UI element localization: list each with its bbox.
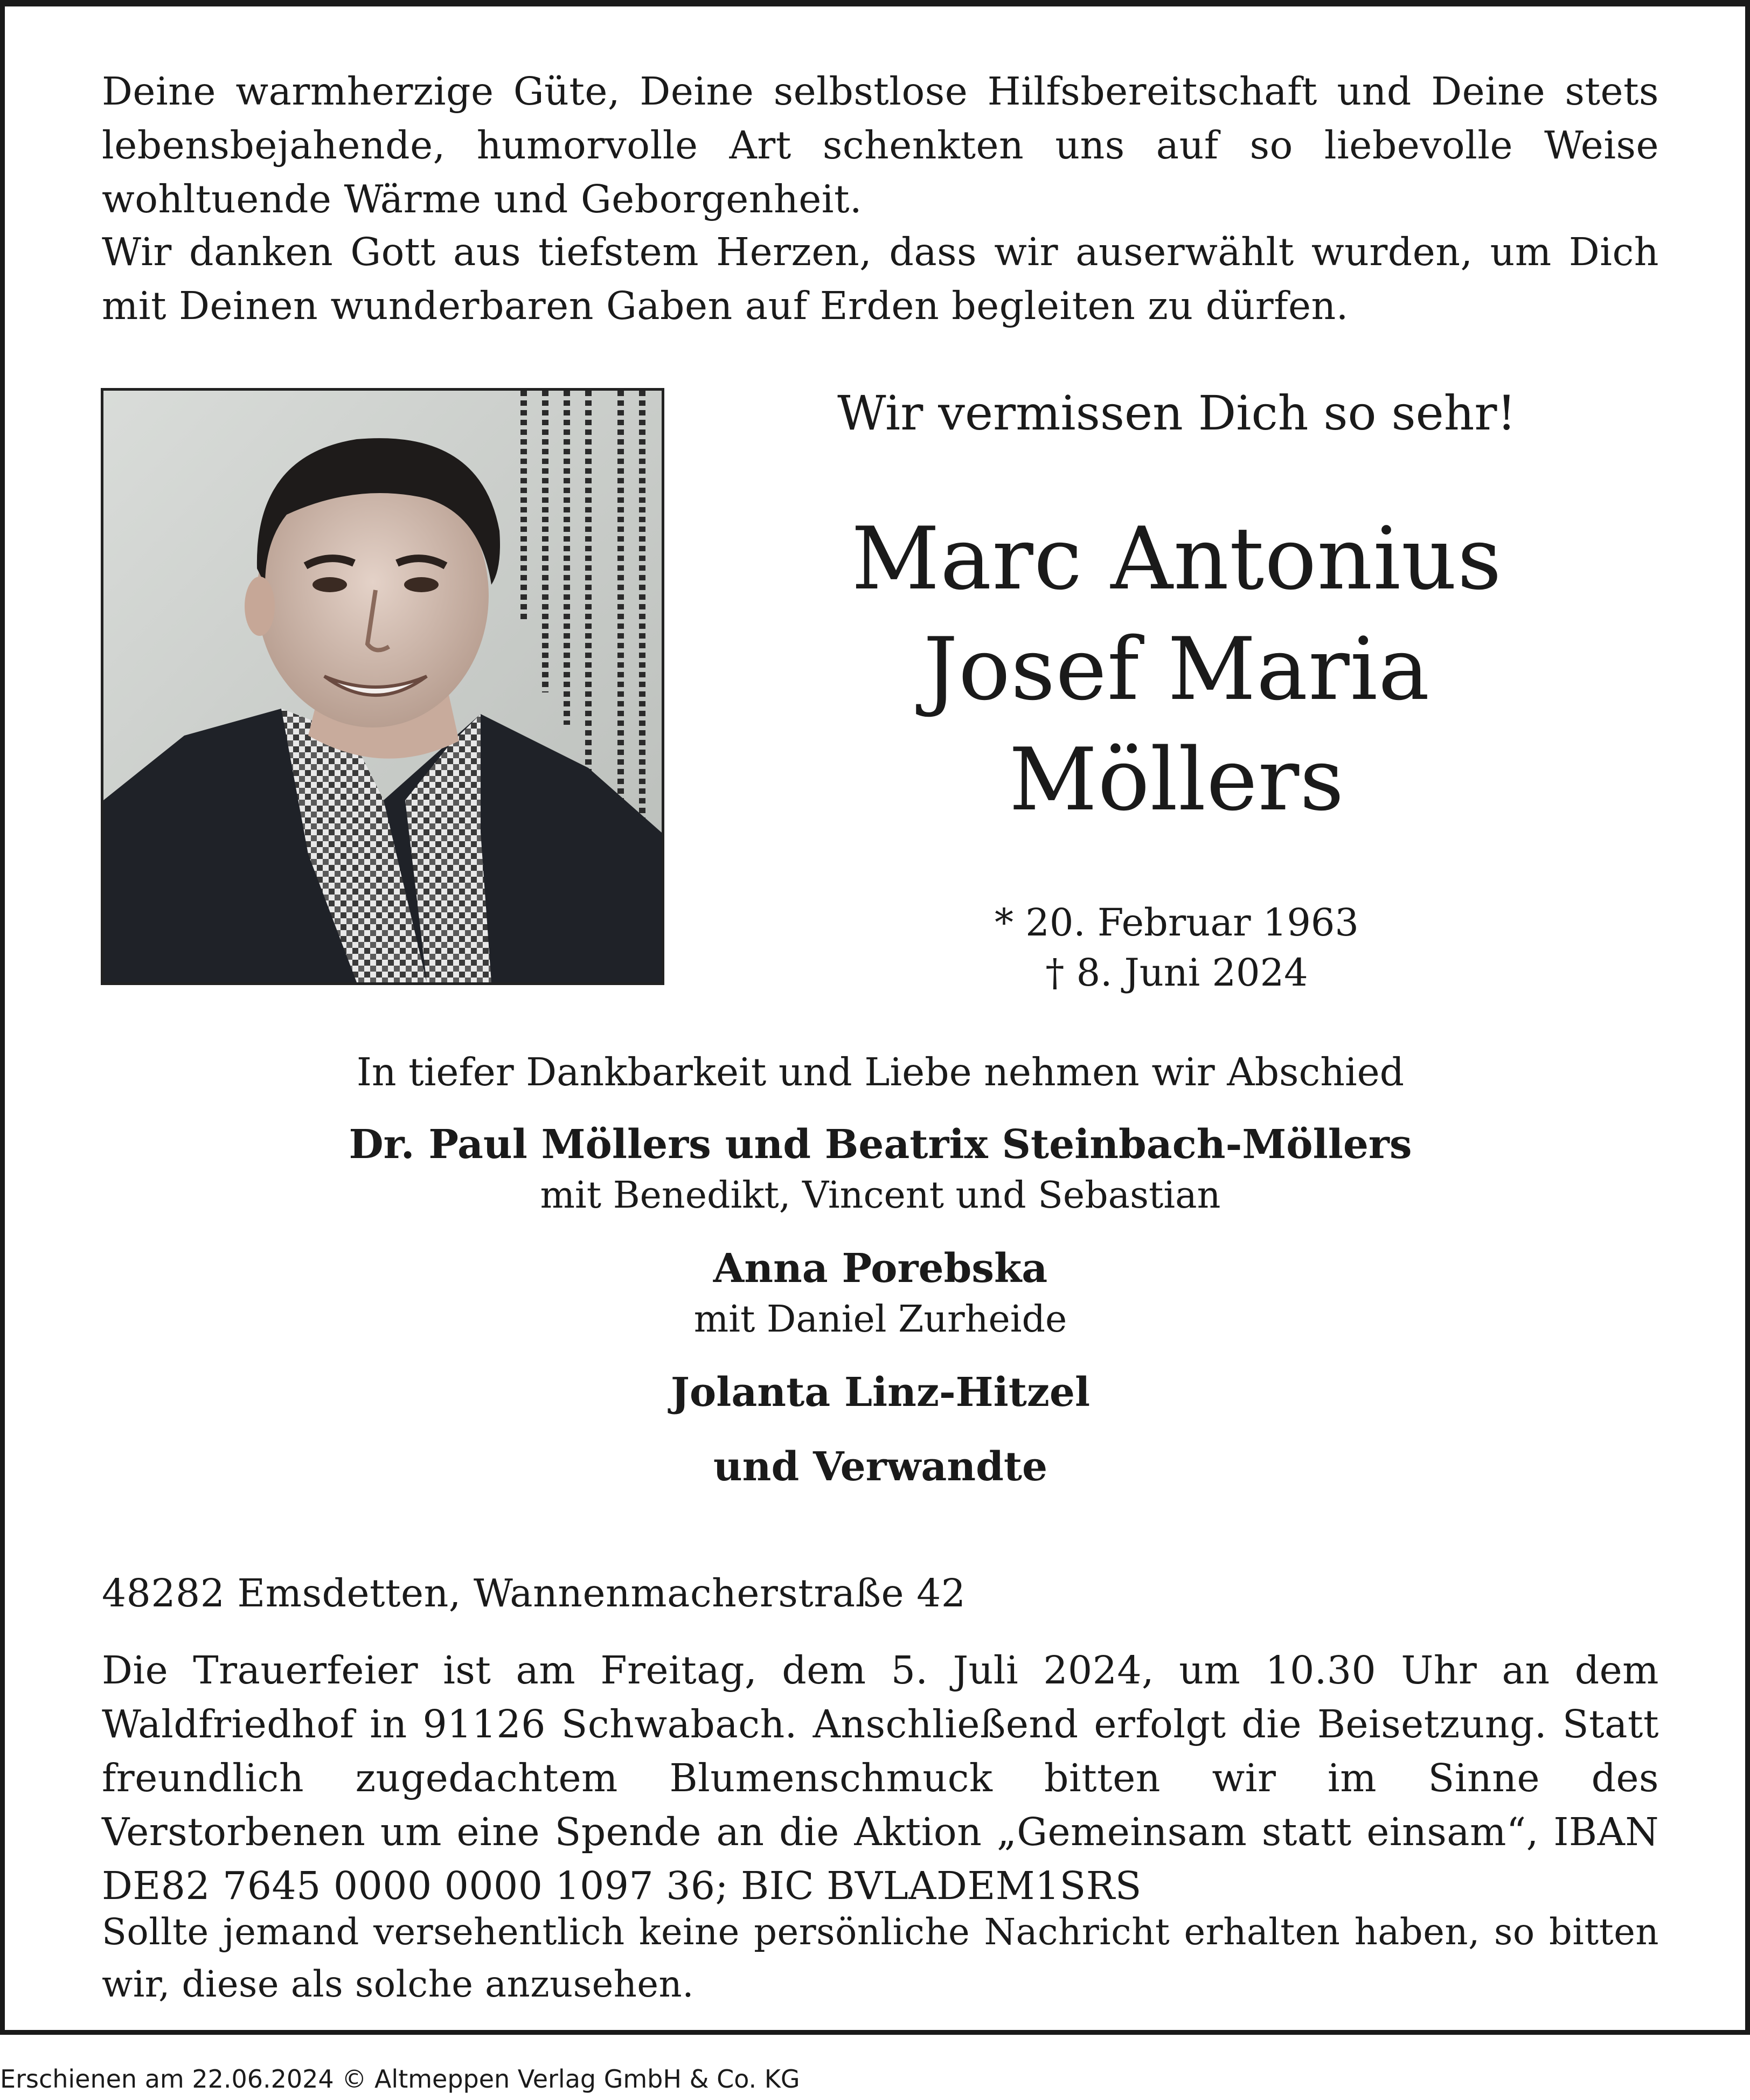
ceremony-details: Die Trauerfeier ist am Freitag, dem 5. Juli 2024, um 10.30 Uhr an dem Waldfriedhof in 91126 Schwabach. Anschließend erfolgt die Beisetzung. Statt freundlich zugedachtem Blumenschmuck bitten wir im Sinne des Verstorbenen um eine Spende an die Aktion „Gemeinsam statt einsam“, IBAN DE82 7645 0000 0000 1097 36; BIC BVLADEM1SRS bbox=[102, 1648, 1659, 1908]
family-3-name: Jolanta Linz-Hitzel bbox=[670, 1369, 1091, 1416]
name-line-1: Marc Antonius bbox=[851, 508, 1502, 609]
birth-date: * 20. Februar 1963 bbox=[995, 900, 1359, 945]
address: 48282 Emsdetten, Wannenmacherstraße 42 bbox=[102, 1571, 966, 1616]
name-line-3: Möllers bbox=[1009, 729, 1345, 830]
portrait-photo bbox=[101, 388, 664, 985]
intro-paragraph-1: Deine warmherzige Güte, Deine selbstlose Hilfsbereitschaft und Deine stets lebensbejahende, humorvolle Art schenkten uns auf so liebevolle Weise wohltuende Wärme und Geborgenheit. bbox=[102, 69, 1659, 221]
family-2-sub: mit Daniel Zurheide bbox=[693, 1298, 1067, 1341]
farewell-line: In tiefer Dankbarkeit und Liebe nehmen wir Abschied bbox=[356, 1050, 1405, 1094]
name-line-2: Josef Maria bbox=[923, 619, 1430, 719]
family-1-sub: mit Benedikt, Vincent und Sebastian bbox=[540, 1174, 1221, 1217]
family-2-name: Anna Porebska bbox=[713, 1245, 1048, 1292]
relatives-line: und Verwandte bbox=[713, 1444, 1048, 1490]
notice: Sollte jemand versehentlich keine persönliche Nachricht erhalten haben, so bitten wir, diese als solche anzusehen. bbox=[102, 1911, 1659, 2005]
death-date: † 8. Juni 2024 bbox=[1045, 951, 1308, 995]
publication-footer: Erschienen am 22.06.2024 © Altmeppen Verlag GmbH & Co. KG bbox=[0, 2064, 800, 2094]
family-1-name: Dr. Paul Möllers und Beatrix Steinbach-Möllers bbox=[349, 1121, 1412, 1168]
motto: Wir vermissen Dich so sehr! bbox=[837, 385, 1516, 441]
intro-paragraph-2: Wir danken Gott aus tiefstem Herzen, dass wir auserwählt wurden, um Dich mit Deinen wunderbaren Gaben auf Erden begleiten zu dürfen. bbox=[102, 230, 1659, 328]
